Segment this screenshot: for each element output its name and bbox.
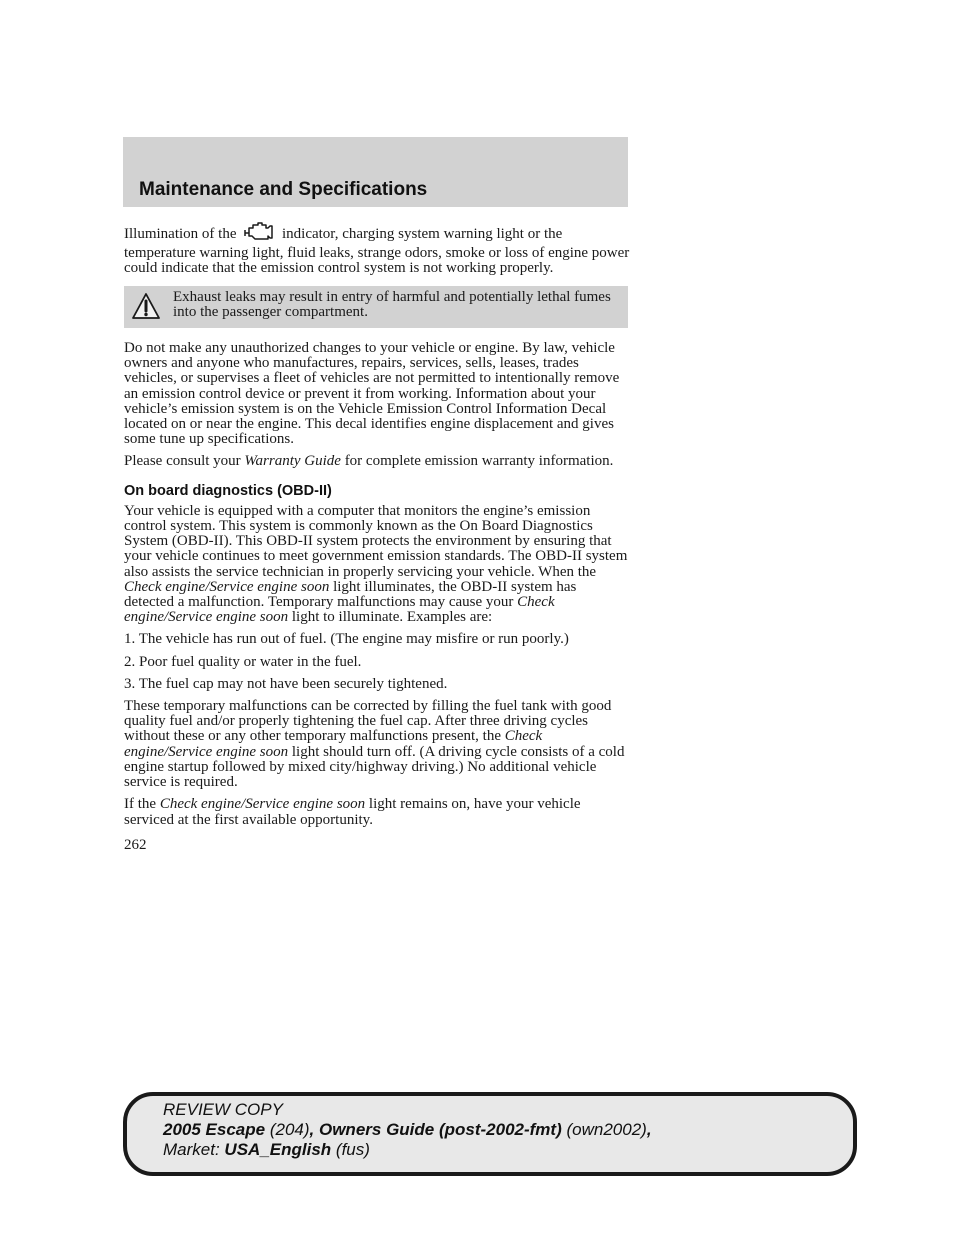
obd-paragraph: Your vehicle is equipped with a computer that monitors the engine’s emission control system. This system is commonly known as the On Board Diagnostics System (OBD-II). This OBD-II system protects the environment by ensuring that your vehicle continues to meet government emission standards. The OBD-II system also assists the service technician in properly servicing your vehicle. When the Check engine/Service engine soon light illuminates, the OBD-II system has detected a malfunction. Temporary malfunctions may cause your Check engine/Service engine soon light to illuminate. Examples are: [124, 502, 628, 626]
intro-paragraph: Illumination of the indicator, charging system warning light or the temperature warning light, fluid leaks, strange odors, smoke or loss of engine power could indicate that the emission control system is not working properly. [124, 222, 630, 277]
light-remains-paragraph: If the Check engine/Service engine soon light remains on, have your vehicle serviced at the first available opportunity. [124, 796, 581, 828]
example-item: 2. Poor fuel quality or water in the fuel. [124, 653, 362, 670]
warranty-paragraph: Please consult your Warranty Guide for complete emission warranty information. [124, 453, 614, 470]
obd-heading: On board diagnostics (OBD-II) [124, 482, 332, 499]
review-copy-footer [123, 1092, 857, 1176]
section-header [123, 137, 628, 207]
page-content [124, 222, 630, 860]
warning-text: Exhaust leaks may result in entry of harmful and potentially lethal fumes into the passenger compartment. [173, 288, 611, 320]
warning-box [124, 286, 628, 328]
unauthorized-changes-paragraph: Do not make any unauthorized changes to your vehicle or engine. By law, vehicle owners and anyone who manufactures, repairs, services, sells, leases, trades vehicles, or supervises a fleet of vehicles are not permitted to intentionally remove an emission control device or prevent it from working. Information about your vehicle’s emission system is on the Vehicle Emission Control Information Decal located on or near the engine. This decal identifies engine displacement and gives some tune up specifications. [124, 340, 620, 448]
review-copy-label: REVIEW COPY [163, 1100, 283, 1119]
temporary-malfunctions-paragraph: These temporary malfunctions can be corrected by filling the fuel tank with good quality fuel and/or properly tightening the fuel cap. After three driving cycles without these or any other temporary malfunctions present, the Check engine/Service engine soon light should turn off. (A driving cycle consists of a cold engine startup followed by mixed city/highway driving.) No additional vehicle service is required. [124, 698, 625, 791]
warning-triangle-icon [132, 292, 160, 324]
example-item: 3. The fuel cap may not have been securely tightened. [124, 675, 448, 692]
example-item: 1. The vehicle has run out of fuel. (The engine may misfire or run poorly.) [124, 631, 569, 648]
check-engine-icon [244, 222, 274, 246]
footer-text [163, 1100, 652, 1160]
section-title: Maintenance and Specifications [139, 179, 428, 200]
footer-market-line: Market: USA_English (fus) [163, 1140, 370, 1159]
footer-doc-line: 2005 Escape (204), Owners Guide (post-2002-fmt) (own2002), [163, 1120, 652, 1139]
page-number: 262 [124, 836, 147, 853]
